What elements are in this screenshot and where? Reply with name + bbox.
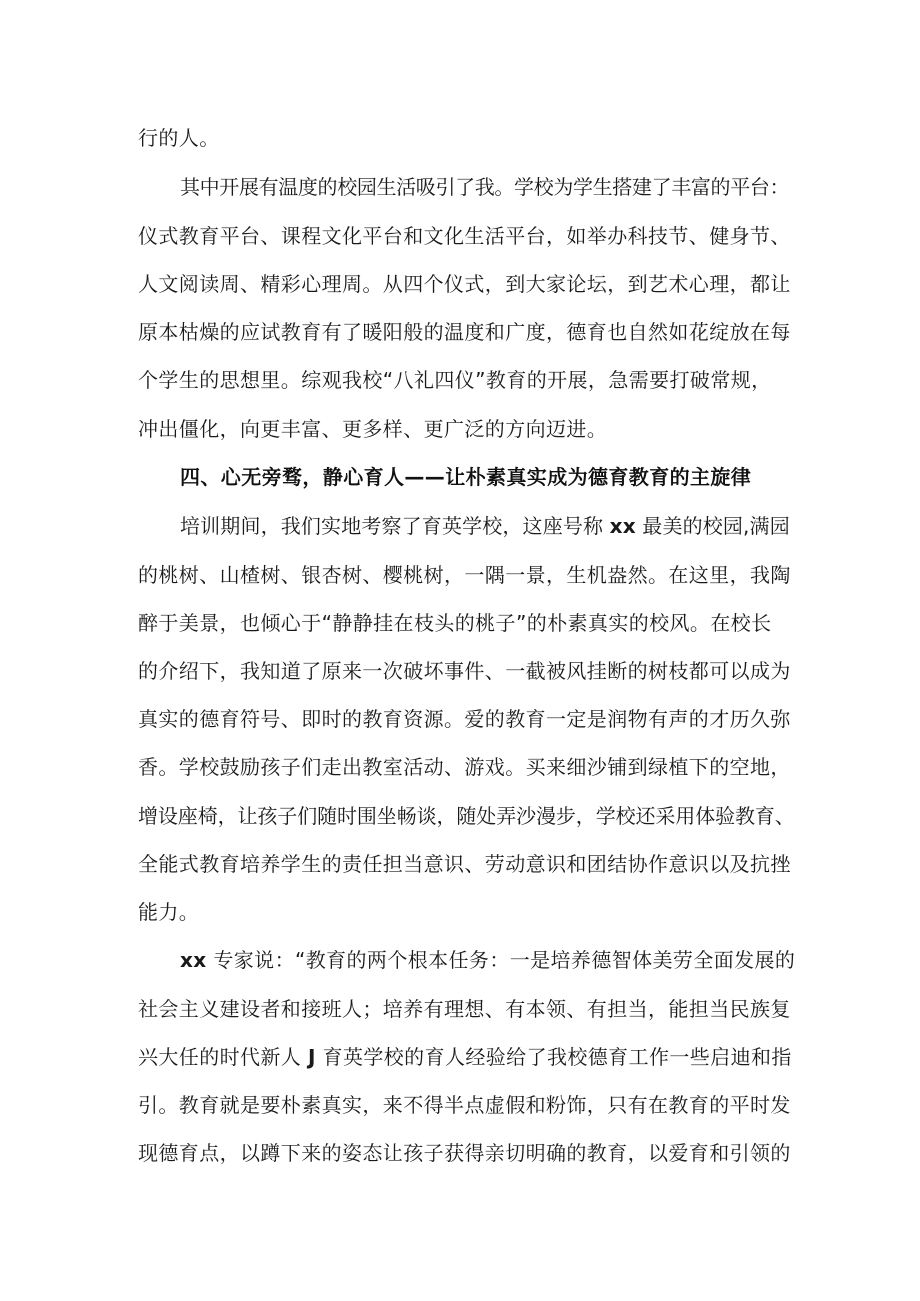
text-line [138, 224, 791, 248]
text-line [138, 320, 791, 344]
text-line [138, 1093, 791, 1117]
text-run: 兴大任的时代新人 [138, 1045, 302, 1069]
text-line [138, 417, 607, 441]
text-line [138, 611, 772, 635]
placeholder-xx: xx [180, 948, 207, 972]
text-line [138, 900, 199, 924]
text-run: 人文阅读周、精彩心理周。从四个仪式，到大家论坛，到艺术心理，都让 [138, 272, 791, 296]
placeholder-xx: xx [609, 514, 636, 538]
text-line [138, 1141, 791, 1165]
paragraph-start-line [180, 514, 790, 538]
text-run: 育英学校的育人经验给了我校德育工作一些启迪和指 [322, 1045, 792, 1069]
text-run: 仪式教育平台、课程文化平台和文化生活平台，如举办科技节、健身节、 [138, 224, 791, 248]
paragraph-start-line [180, 175, 789, 199]
text-run: 专家说：“教育的两个根本任务：一是培养德智体美劳全面发展的 [213, 948, 796, 972]
paragraph-start-line [180, 948, 795, 972]
text-line [138, 707, 791, 731]
text-line [138, 659, 791, 683]
text-run: 引。教育就是要朴素真实，来不得半点虚假和粉饰，只有在教育的平时发 [138, 1093, 791, 1117]
text-run: 的介绍下，我知道了原来一次破坏事件、一截被风挂断的树枝都可以成为 [138, 659, 791, 683]
text-line [138, 126, 220, 150]
text-run: 原本枯燥的应试教育有了暖阳般的温度和广度，德育也自然如花绽放在每 [138, 320, 791, 344]
text-line [138, 755, 791, 779]
text-run: 培训期间，我们实地考察了育英学校，这座号称 [180, 514, 604, 538]
text-run: 能力。 [138, 900, 200, 924]
text-run: 行的人。 [138, 126, 220, 150]
text-run: 个学生的思想里。综观我校“八礼四仪”教育的开展，急需要打破常规， [138, 368, 772, 392]
text-run: 真实的德育符号、即时的教育资源。爱的教育一定是润物有声的才历久弥 [138, 707, 791, 731]
text-run: 的桃树、山楂树、银杏树、樱桃树，一隅一景，生机盎然。在这里，我陶 [138, 563, 791, 587]
text-run: 冲出僵化，向更丰富、更多样、更广泛的方向迈进。 [138, 417, 608, 441]
section-heading [180, 465, 751, 489]
text-line [138, 852, 791, 876]
text-run: 最美的校园,满园 [642, 514, 790, 538]
text-line [138, 997, 791, 1021]
text-line [138, 563, 791, 587]
text-run: 香。学校鼓励孩子们走出教室活动、游戏。买来细沙铺到绿植下的空地， [138, 755, 791, 779]
stray-glyph-j: J [307, 1045, 316, 1069]
text-run: 现德育点，以蹲下来的姿态让孩子获得亲切明确的教育，以爱育和引领的 [138, 1141, 791, 1165]
text-line [138, 368, 772, 392]
text-run: 增设座椅，让孩子们随时围坐畅谈，随处弄沙漫步，学校还采用体验教育、 [138, 804, 795, 828]
text-run: 社会主义建设者和接班人；培养有理想、有本领、有担当，能担当民族复 [138, 997, 791, 1021]
text-run: 全能式教育培养学生的责任担当意识、劳动意识和团结协作意识以及抗挫 [138, 852, 791, 876]
text-line [138, 1045, 792, 1069]
text-run: 其中开展有温度的校园生活吸引了我。学校为学生搭建了丰富的平台： [180, 175, 790, 199]
heading-text: 四、心无旁骛，静心育人——让朴素真实成为德育教育的主旋律 [180, 465, 752, 489]
text-line [138, 272, 791, 296]
text-line [138, 804, 795, 828]
text-run: 醉于美景，也倾心于“静静挂在枝头的桃子”的朴素真实的校风。在校长 [138, 611, 772, 635]
